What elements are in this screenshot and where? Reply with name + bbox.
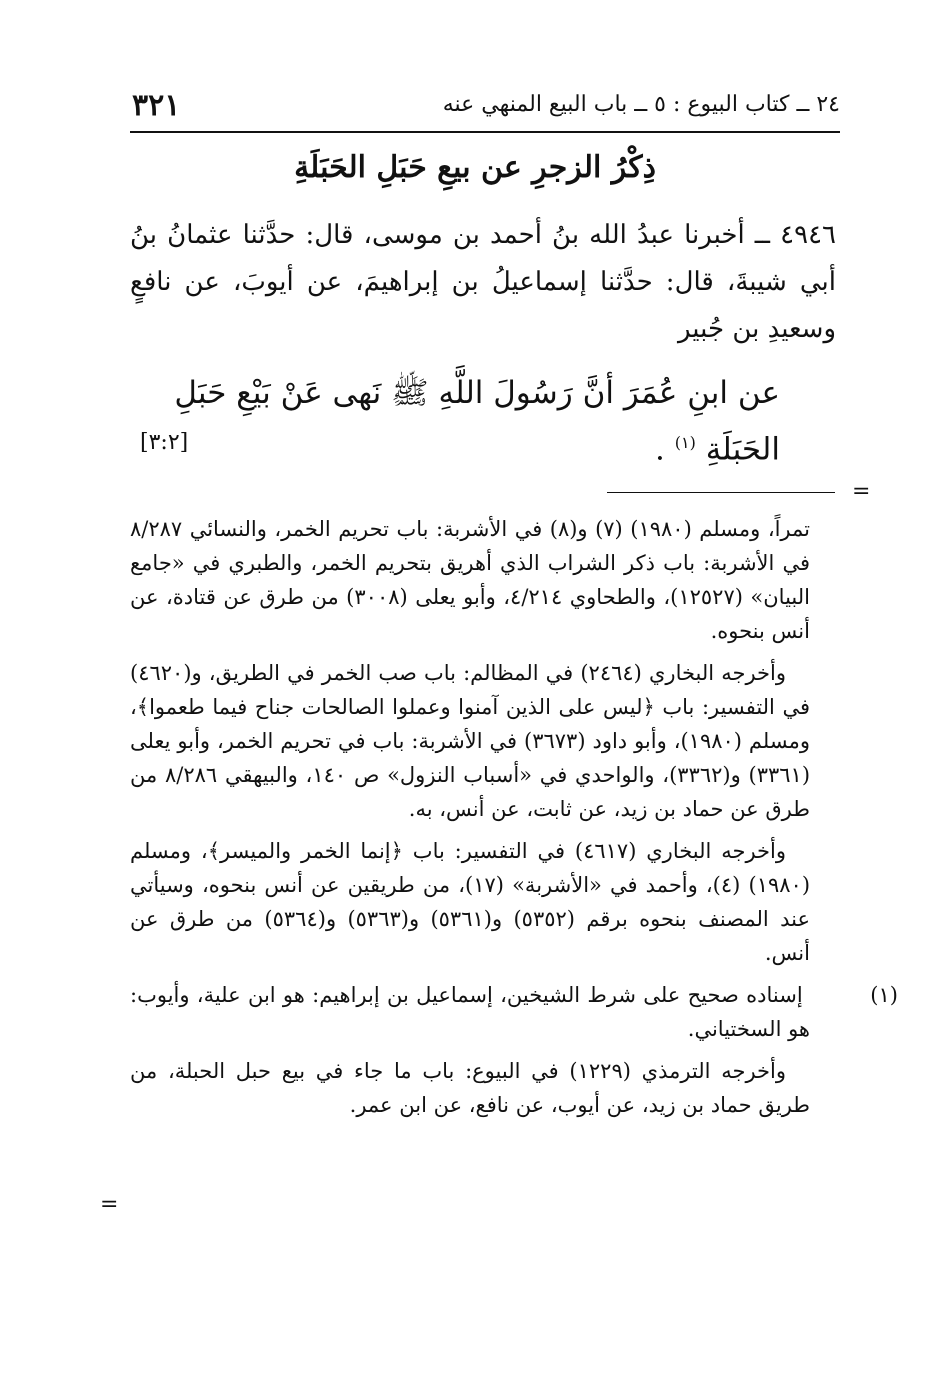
continuation-mark-top: = <box>852 479 871 504</box>
footnotes <box>130 512 898 1130</box>
hadith-matn <box>130 368 780 474</box>
footnote-1-extra: وأخرجه الترمذي (١٢٢٩) في البيوع: باب ما جاء في بيع حبل الحبلة، من طريق حماد بن زيد، عن أيوب، عن نافع، عن ابن عمر. <box>130 1059 810 1117</box>
footnote-1 <box>130 978 898 1046</box>
hadith-isnad-text: ٤٩٤٦ ــ أخبرنا عبدُ الله بنُ أحمد بن موسى، قال: حدَّثنا عثمانُ بنُ أبي شيبةَ، قال: حدَّثنا إسماعيلُ بن إبراهيمَ، عن أيوبَ، عن نافعٍ وسعيدِ بن جُبير <box>130 220 836 344</box>
section-title: ذِكْرُ الزجرِ عن بيعِ حَبَلِ الحَبَلَةِ <box>294 150 656 185</box>
hadith-matn-end: . <box>655 431 665 468</box>
hadith-reference: [٣:٢] <box>140 430 189 455</box>
footnote-continued-paragraph: وأخرجه البخاري (٤٦١٧) في التفسير: باب ﴿إنما الخمر والميسر﴾، ومسلم (١٩٨٠) (٤)، وأحمد في «الأشربة» (١٧)، من طريقين عن أنس بنحوه، وسيأتي عند المصنف بنحوه برقم (٥٣٥٢) و(٥٣٦١) و(٥٣٦٣) و(٥٣٦٤) من طرق عن أنس. <box>130 839 811 965</box>
footnote-continued-paragraph: وأخرجه البخاري (٢٤٦٤) في المظالم: باب صب الخمر في الطريق، و(٤٦٢٠) في التفسير: باب ﴿ليس على الذين آمنوا وعملوا الصالحات جناح فيما طعموا﴾، ومسلم (١٩٨٠)، وأبو داود (٣٦٧٣) في الأشربة: باب في تحريم الخمر، وأبو يعلى (٣٣٦١) و(٣٣٦٢)، والواحدي في «أسباب النزول» ص ١٤٠، والبيهقي ٨/٢٨٦ من طرق عن حماد بن زيد، عن ثابت، عن أنس، به. <box>130 661 811 821</box>
footnote-marker: (١) <box>674 433 696 452</box>
footnote-1-number: (١) <box>870 983 898 1007</box>
footnote-continued-paragraph: تمراً، ومسلم (١٩٨٠) (٧) و(٨) في الأشربة: باب تحريم الخمر، والنسائي ٨/٢٨٧ في الأشربة: باب ذكر الشراب الذي أهريق بتحريم الخمر، والطبري في «جامع البيان» (١٢٥٢٧)، والطحاوي ٤/٢١٤، وأبو يعلى (٣٠٠٨) من طرق عن قتادة، عن أنس بنحوه. <box>130 517 810 643</box>
hadith-isnad <box>130 212 836 353</box>
footnote-1-text: إسناده صحيح على شرط الشيخين، إسماعيل بن إبراهيم: هو ابن علية، وأيوب: هو السختياني. <box>130 983 810 1041</box>
running-header-chapter: ٢٤ ــ كتاب البيوع : ٥ ــ باب البيع المنهي عنه <box>442 92 840 117</box>
page-number: ٣٢١ <box>132 88 181 123</box>
header-rule <box>130 131 840 133</box>
footnote-separator <box>607 492 835 493</box>
continuation-mark-bottom: = <box>100 1192 119 1217</box>
hadith-matn-text: عن ابنِ عُمَرَ أنَّ رَسُولَ اللَّهِ ﷺ نَهى عَنْ بَيْعِ حَبَلِ الحَبَلَةِ <box>174 375 780 468</box>
